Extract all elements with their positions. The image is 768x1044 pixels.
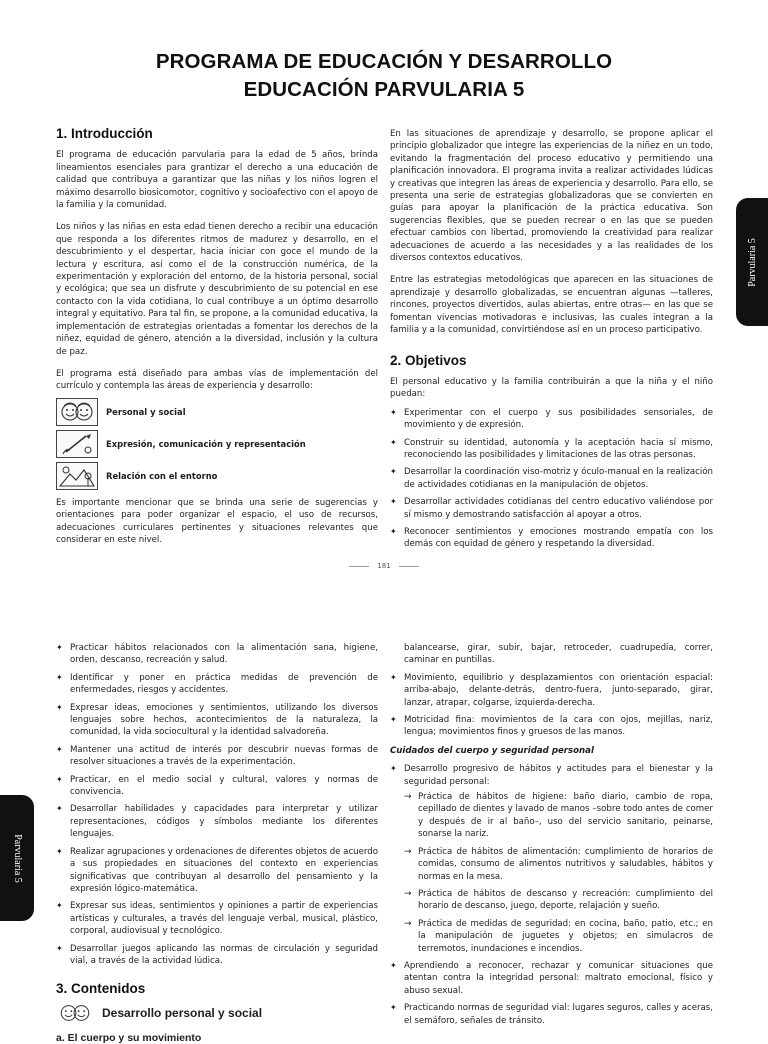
list-item: ✦ Desarrollar la coordinación viso-motriz y óculo-manual en la realización de actividades cotidianas en la manipulación de objetos. [390, 466, 713, 491]
side-tab-right [736, 198, 768, 326]
list-item [390, 763, 713, 955]
movement-list [390, 672, 713, 739]
care-subheading: Cuidados del cuerpo y seguridad personal [390, 745, 594, 756]
strategies-paragraph-2: Entre las estrategias metodológicas que aparecen en las situaciones de aprendizaje y desarrollo globalizadas, se encuentran algunas —talleres, rincones, proyectos divertidos, aulas abiertas, entre otras— en las que se fomentan vivencias motivadoras e inclusivas, las cuales integran a la familia y a la comunidad, convirtiéndose así en un proceso participativo. [390, 275, 713, 336]
list-item: ✦ Motricidad fina: movimientos de la cara con ojos, mejillas, nariz, lengua; movimientos finos y gruesos de las manos. [390, 714, 713, 739]
list-item: ✦ Desarrollar habilidades y capacidades para interpretar y utilizar representaciones, códigos y símbolos mediante los diferentes lenguajes. [56, 803, 378, 840]
list-item: ✦ Expresar sus ideas, sentimientos y opiniones a partir de experiencias artísticas y culturales, a través del lenguaje verbal, musical, plástico, corporal, audiovisual y tecnológico. [56, 900, 378, 937]
sub-list-item: → Práctica de hábitos de alimentación: cumplimiento de horarios de comidas, consumo de alimentos nutritivos y saludables, hábitos y normas en la mesa. [390, 846, 713, 883]
children-faces-icon [56, 1002, 94, 1024]
contenidos-area-label: Desarrollo personal y social [102, 1005, 263, 1020]
objetivos-heading: 2. Objetivos [390, 352, 467, 368]
intro-heading: 1. Introducción [56, 126, 153, 141]
area-expresion [56, 429, 378, 459]
strategies-paragraph-1: En las situaciones de aprendizaje y desarrollo, se propone aplicar el principio globalizador que integre las experiencias de la niñez en un todo, evitando la fragmentación del proceso educativo y permitiendo una planificación innovadora. El programa invita a realizar actividades lúdicas y creativas que integren las áreas de experiencia y desarrollo. Para ello, se presenta una serie de estrategias globalizadoras que se convierten en guías para apoyar la planificación de la práctica educativa. Son sugerencias flexibles, que se pueden recrear o en las que se pueden efectuar cambios con libertad, promoviendo la creatividad para realizar adecuaciones de acuerdo a las necesidades y a las realidades de los diversos contextos educativos. [390, 129, 713, 264]
paint-brush-icon [56, 430, 98, 458]
intro-paragraph-4: Es importante mencionar que se brinda una serie de sugerencias y orientaciones para poder organizar el espacio, el uso de recursos, adecuaciones curriculares pertinentes y situaciones relevantes que considerar en este nivel. [56, 497, 378, 545]
page-182 [0, 636, 768, 1044]
care-intro: Desarrollo progresivo de hábitos y actitudes para el bienestar y la seguridad personal: [404, 764, 713, 787]
list-item: ✦ Desarrollar juegos aplicando las normas de circulación y seguridad vial, a través de la actividad lúdica. [56, 943, 378, 968]
side-tab-left [0, 795, 34, 921]
list-item: ✦ Aprendiendo a reconocer, rechazar y comunicar situaciones que atentan contra la integridad personal: maltrato emocional, físico y abuso sexual. [390, 960, 713, 997]
intro-paragraph-3: El programa está diseñado para ambas vías de implementación del currículo y contempla las áreas de experiencia y desarrollo: [56, 368, 378, 392]
page-number-text: 181 [377, 562, 391, 570]
list-item: ✦ Practicar hábitos relacionados con la alimentación sana, higiene, orden, descanso, recreación y salud. [56, 642, 378, 667]
objetivos-continued-column [56, 642, 378, 1044]
list-item: ✦ Realizar agrupaciones y ordenaciones de diferentes objetos de acuerdo a sus propiedades en situaciones del contexto en experiencias significativas que contribuyan al desarrollo del pensamiento y la expresión lógico-matemática. [56, 846, 378, 896]
page-number [0, 562, 768, 570]
list-item: ✦ Practicando normas de seguridad vial: lugares seguros, calles y aceras, el semáforo, señales de tránsito. [390, 1002, 713, 1027]
intro-column [56, 128, 378, 556]
objetivos-intro: El personal educativo y la familia contribuirán a que la niña y el niño puedan: [390, 376, 713, 400]
side-tab-label: Parvularia 5 [746, 237, 758, 287]
intro-paragraph-2: Los niños y las niñas en esta edad tienen derecho a recibir una educación que responda a los diferentes ritmos de madurez y desarrollo, en el descubrimiento y el despertar, hacia iniciar con goce el mundo de la lectura y escritura, así como el de la construcción numérica, de la experimentación y exploración del entorno, de la historia personal, social y ecológica; que sea un disfrute y descubrimiento de su potencial en ese contacto con la vida cotidiana, lo cual contribuye a un óptimo desarrollo integral y equitativo. Para tal fin, se propone, a la comunidad educativa, la implementación de estrategias orientadas a fomentar los derechos de la niñez, equidad de género, atención a la diversidad, inclusión y la cultura de paz. [56, 222, 378, 357]
care-sublist [390, 791, 713, 955]
page-title-line1: PROGRAMA DE EDUCACIÓN Y DESARROLLO [155, 50, 613, 73]
objetivos-list-continued [56, 642, 378, 967]
contenidos-area-title [56, 1002, 378, 1024]
contenidos-heading: 3. Contenidos [56, 981, 146, 997]
care-list [390, 763, 713, 1027]
list-item: ✦ Mantener una actitud de interés por descubrir nuevas formas de resolver situaciones a través de la experimentación. [56, 744, 378, 769]
list-item: ✦ Identificar y poner en práctica medidas de prevención de enfermedades, riesgos y accidentes. [56, 672, 378, 697]
right-column-bottom [390, 642, 713, 1032]
side-tab-label: Parvularia 5 [11, 833, 23, 883]
landscape-icon [56, 462, 98, 490]
right-column-top [390, 128, 713, 556]
objetivos-list [390, 407, 713, 551]
page-title-line2: EDUCACIÓN PARVULARIA 5 [243, 78, 525, 101]
intro-paragraph-1: El programa de educación parvularia para la edad de 5 años, brinda lineamientos esenciales para grantizar el derecho a una educación de calidad que contribuya a garantizar que las niñas y los niños logren el máximo desarrollo biosicomotor, cognitivo y socioafectivo con el apoyo de la familia y la comunidad. [56, 150, 378, 211]
list-item: ✦ Experimentar con el cuerpo y sus posibilidades sensoriales, de movimiento y de expresión. [390, 407, 713, 432]
list-item: ✦ Reconocer sentimientos y emociones mostrando empatía con los demás con equidad de género y respetando la diversidad. [390, 526, 713, 551]
movement-text-continued: balancearse, girar, subir, bajar, retroceder, cuadrupedia, correr, caminar en puntillas. [404, 643, 713, 666]
area-personal-social [56, 397, 378, 427]
area-label: Relación con el entorno [106, 470, 218, 481]
list-item: ✦ Expresar ideas, emociones y sentimientos, utilizando los diversos lenguajes sobre hechos, acontecimientos de la naturaleza, la comunidad, la vida sociocultural y la identidad salvadoreña. [56, 702, 378, 739]
sub-list-item: → Práctica de medidas de seguridad: en cocina, baño, patio, etc.; en la manipulación de juguetes y objetos; en simulacros de terremotos, inundaciones e incendios. [390, 918, 713, 955]
list-item: ✦ Practicar, en el medio social y cultural, valores y normas de convivencia. [56, 774, 378, 799]
children-faces-icon [56, 398, 98, 426]
list-item: ✦ Construir su identidad, autonomía y la aceptación hacia sí mismo, reconociendo las posibilidades y limitaciones de las otras personas. [390, 437, 713, 462]
sub-list-item: → Práctica de hábitos de higiene: baño diario, cambio de ropa, cepillado de dientes y lavado de manos –sobre todo antes de comer y después de ir al baño–, uso del servicio sanitario, peinarse, sonarse la nariz. [390, 791, 713, 841]
sub-list-item: → Práctica de hábitos de descanso y recreación: cumplimiento del horario de descanso, juego, deporte, relajación y sueño. [390, 888, 713, 913]
area-label: Personal y social [106, 406, 186, 417]
page-separator [0, 590, 768, 636]
area-label: Expresión, comunicación y representación [106, 438, 306, 449]
list-item: ✦ Desarrollar actividades cotidianas del centro educativo valiéndose por sí mismo y demostrando satisfacción al apoyar a otros. [390, 496, 713, 521]
list-item: ✦ Movimiento, equilibrio y desplazamientos con orientación espacial: arriba-abajo, delante-detrás, dentro-fuera, junto-separado, girar, lanzar, atrapar, colgarse, izquierda-derecha. [390, 672, 713, 709]
area-entorno [56, 461, 378, 491]
contenidos-subheading: a. El cuerpo y su movimiento [56, 1031, 202, 1044]
